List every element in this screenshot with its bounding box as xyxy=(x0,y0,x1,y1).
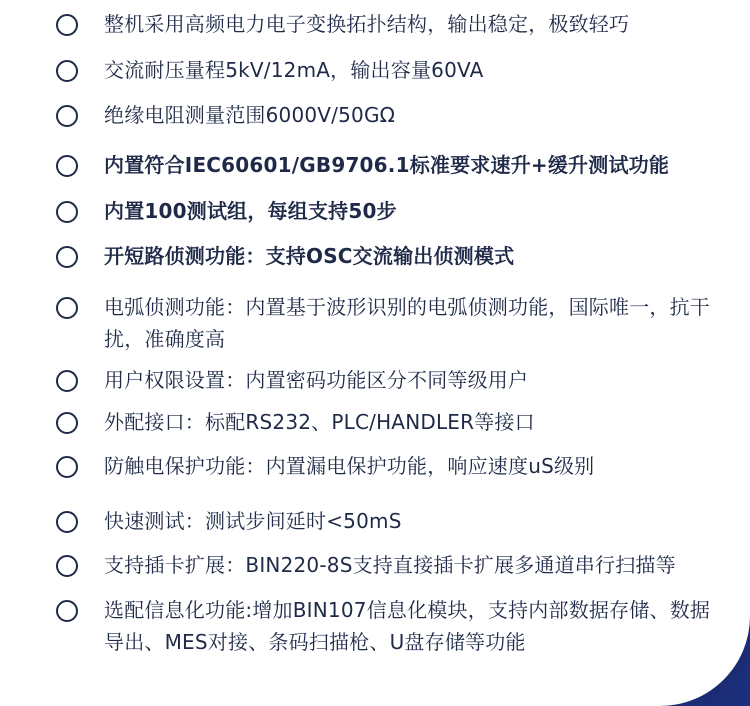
bullet-circle-icon xyxy=(56,511,78,533)
bullet-circle-icon xyxy=(56,555,78,577)
feature-text: 电弧侦测功能：内置基于波形识别的电弧侦测功能，国际唯一，抗干扰，准确度高 xyxy=(104,295,710,351)
bullet-circle-icon xyxy=(56,201,78,223)
bullet-circle-icon xyxy=(56,105,78,127)
feature-text: 支持插卡扩展：BIN220-8S支持直接插卡扩展多通道串行扫描等 xyxy=(104,553,676,577)
feature-text: 防触电保护功能：内置漏电保护功能，响应速度uS级别 xyxy=(104,454,595,478)
feature-text: 绝缘电阻测量范围6000V/50GΩ xyxy=(104,103,396,127)
feature-text: 用户权限设置：内置密码功能区分不同等级用户 xyxy=(104,368,529,392)
bullet-circle-icon xyxy=(56,600,78,622)
feature-text: 快速测试：测试步间延时<50mS xyxy=(104,509,402,533)
bullet-circle-icon xyxy=(56,246,78,268)
bullet-circle-icon xyxy=(56,456,78,478)
feature-text: 整机采用高频电力电子变换拓扑结构，输出稳定，极致轻巧 xyxy=(104,12,630,36)
feature-text: 内置100测试组，每组支持50步 xyxy=(104,199,397,223)
feature-text: 开短路侦测功能：支持OSC交流输出侦测模式 xyxy=(104,244,515,268)
bullet-circle-icon xyxy=(56,14,78,36)
bullet-circle-icon xyxy=(56,60,78,82)
bullet-circle-icon xyxy=(56,155,78,177)
feature-text: 内置符合IEC60601/GB9706.1标准要求速升+缓升测试功能 xyxy=(104,153,670,177)
feature-text: 选配信息化功能:增加BIN107信息化模块，支持内部数据存储、数据导出、MES对接、条码扫描枪、U盘存储等功能 xyxy=(104,598,711,654)
bullet-circle-icon xyxy=(56,412,78,434)
bullet-circle-icon xyxy=(56,297,78,319)
feature-text: 交流耐压量程5kV/12mA，输出容量60VA xyxy=(104,58,484,82)
feature-text: 外配接口：标配RS232、PLC/HANDLER等接口 xyxy=(104,410,535,434)
bullet-circle-icon xyxy=(56,370,78,392)
